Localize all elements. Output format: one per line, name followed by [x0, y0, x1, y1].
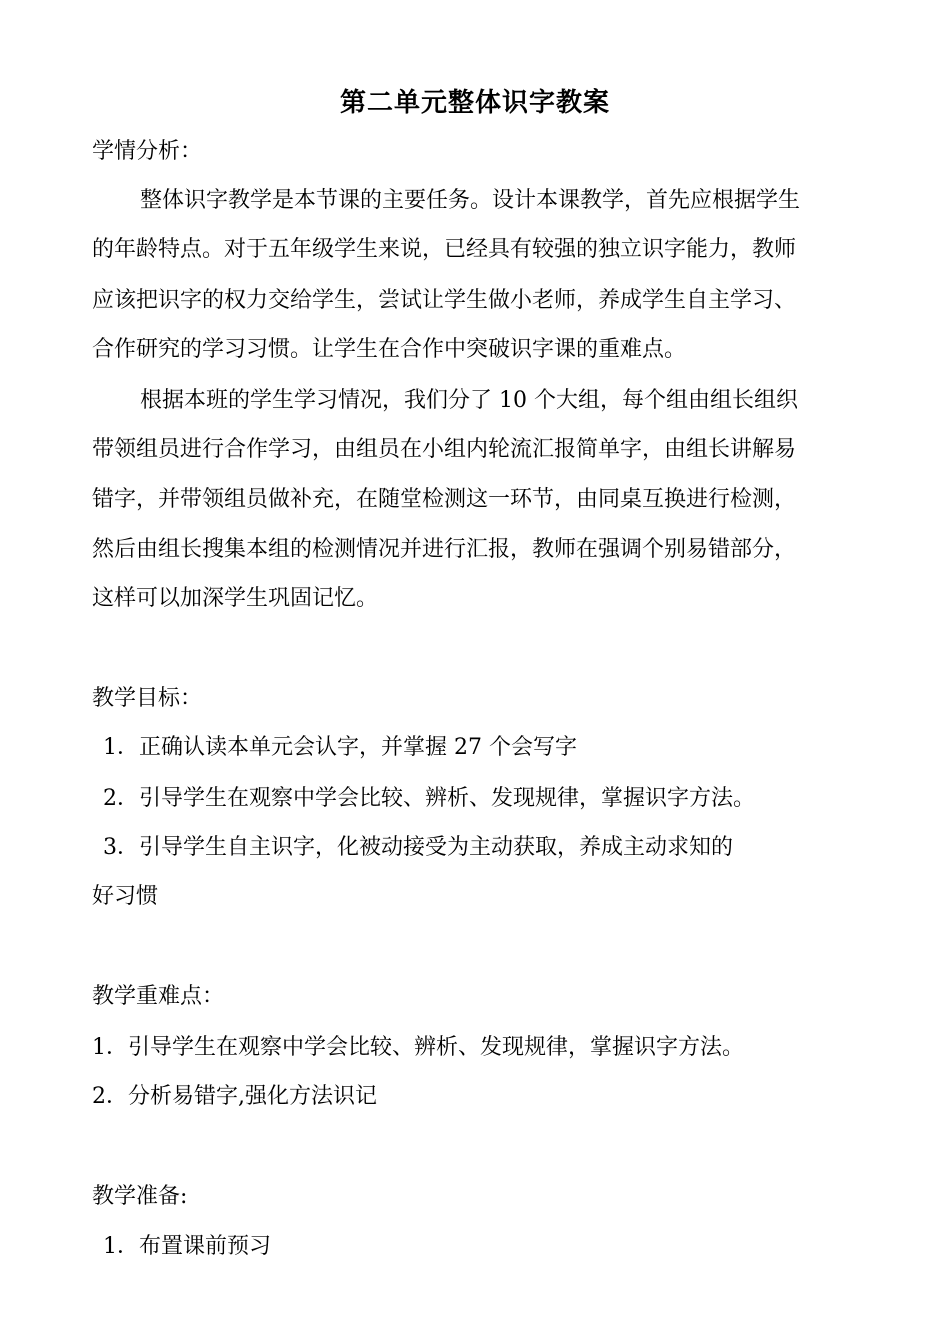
section-heading-goals: 教学目标：: [92, 686, 203, 711]
paragraph-line: 错字，并带领组员做补充，在随堂检测这一环节，由同桌互换进行检测，: [92, 487, 797, 512]
paragraph-line: 根据本班的学生学习情况，我们分了 10 个大组，每个组由组长组织: [140, 388, 798, 413]
paragraph-line: 应该把识字的权力交给学生，尝试让学生做小老师，养成学生自主学习、: [92, 288, 797, 313]
list-item: 3．引导学生自主识字，化被动接受为主动获取，养成主动求知的: [103, 835, 733, 860]
paragraph-line: 整体识字教学是本节课的主要任务。设计本课教学，首先应根据学生: [140, 188, 801, 213]
paragraph-line: 合作研究的学习习惯。让学生在合作中突破识字课的重难点。: [92, 337, 687, 362]
list-item: 1．正确认读本单元会认字，并掌握 27 个会写字: [103, 735, 577, 760]
paragraph-line: 然后由组长搜集本组的检测情况并进行汇报，教师在强调个别易错部分，: [92, 537, 797, 562]
paragraph-line: 这样可以加深学生巩固记忆。: [92, 586, 379, 611]
section-heading-preparation: 教学准备:: [92, 1184, 188, 1209]
list-item: 1．布置课前预习: [103, 1234, 271, 1259]
list-item: 2．分析易错字,强化方法识记: [92, 1084, 377, 1109]
paragraph-line: 的年龄特点。对于五年级学生来说，已经具有较强的独立识字能力，教师: [92, 237, 797, 262]
list-item: 1．引导学生在观察中学会比较、辨析、发现规律，掌握识字方法。: [92, 1035, 744, 1060]
paragraph-line: 带领组员进行合作学习，由组员在小组内轮流汇报简单字，由组长讲解易: [92, 437, 797, 462]
list-item: 2．引导学生在观察中学会比较、辨析、发现规律，掌握识字方法。: [103, 786, 755, 811]
list-item-continuation: 好习惯: [92, 884, 159, 909]
document-title: 第二单元整体识字教案: [339, 88, 610, 118]
section-heading-analysis: 学情分析：: [92, 139, 203, 164]
section-heading-key-points: 教学重难点：: [92, 984, 225, 1009]
